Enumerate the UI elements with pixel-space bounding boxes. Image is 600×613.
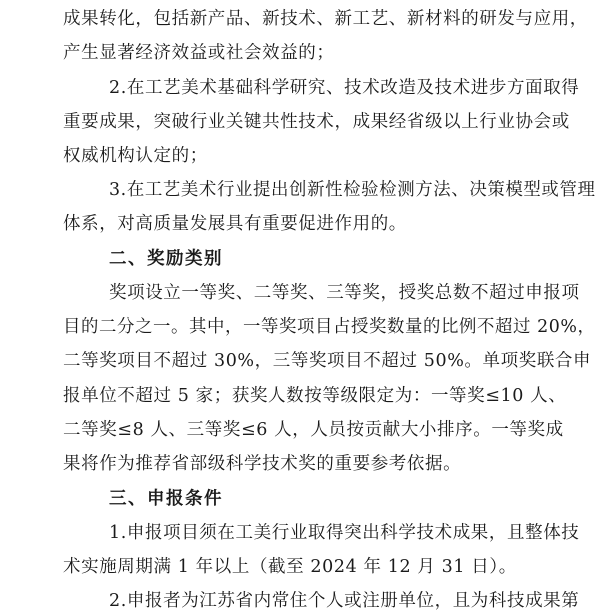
text-line: 二等奖项目不超过 30%，三等奖项目不超过 50%。单项奖联合申: [63, 351, 592, 371]
text-line: 目的二分之一。其中，一等奖项目占授奖数量的比例不超过 20%，: [63, 317, 596, 337]
text-line: 重要成果，突破行业关键共性技术，成果经省级以上行业协会或: [63, 112, 570, 132]
text-line: 体系，对高质量发展具有重要促进作用的。: [63, 214, 407, 234]
text-line: 术实施周期满 1 年以上（截至 2024 年 12 月 31 日）。: [63, 557, 517, 577]
text-line: 权威机构认定的；: [63, 146, 208, 166]
text-line: 报单位不超过 5 家；获奖人数按等级限定为：一等奖≤10 人、: [63, 386, 567, 406]
text-line: 1.申报项目须在工美行业取得突出科学技术成果，且整体技: [109, 523, 580, 543]
text-line: 产生显著经济效益或社会效益的；: [63, 43, 335, 63]
text-line: 二等奖≤8 人、三等奖≤6 人，人员按贡献大小排序。一等奖成: [63, 420, 564, 440]
text-line: 成果转化，包括新产品、新技术、新工艺、新材料的研发与应用，: [63, 9, 588, 29]
section-heading-application-conditions: 三、申报条件: [109, 489, 223, 509]
text-line: 奖项设立一等奖、二等奖、三等奖，授奖总数不超过申报项: [109, 283, 580, 303]
text-line: 果将作为推荐省部级科学技术奖的重要参考依据。: [63, 454, 462, 474]
section-heading-award-categories: 二、奖励类别: [109, 249, 223, 269]
text-line: 2.在工艺美术基础科学研究、技术改造及技术进步方面取得: [109, 78, 580, 98]
text-line: 3.在工艺美术行业提出创新性检验检测方法、决策模型或管理: [109, 180, 596, 200]
text-line: 2.申报者为江苏省内常住个人或注册单位，且为科技成果第: [109, 591, 580, 611]
